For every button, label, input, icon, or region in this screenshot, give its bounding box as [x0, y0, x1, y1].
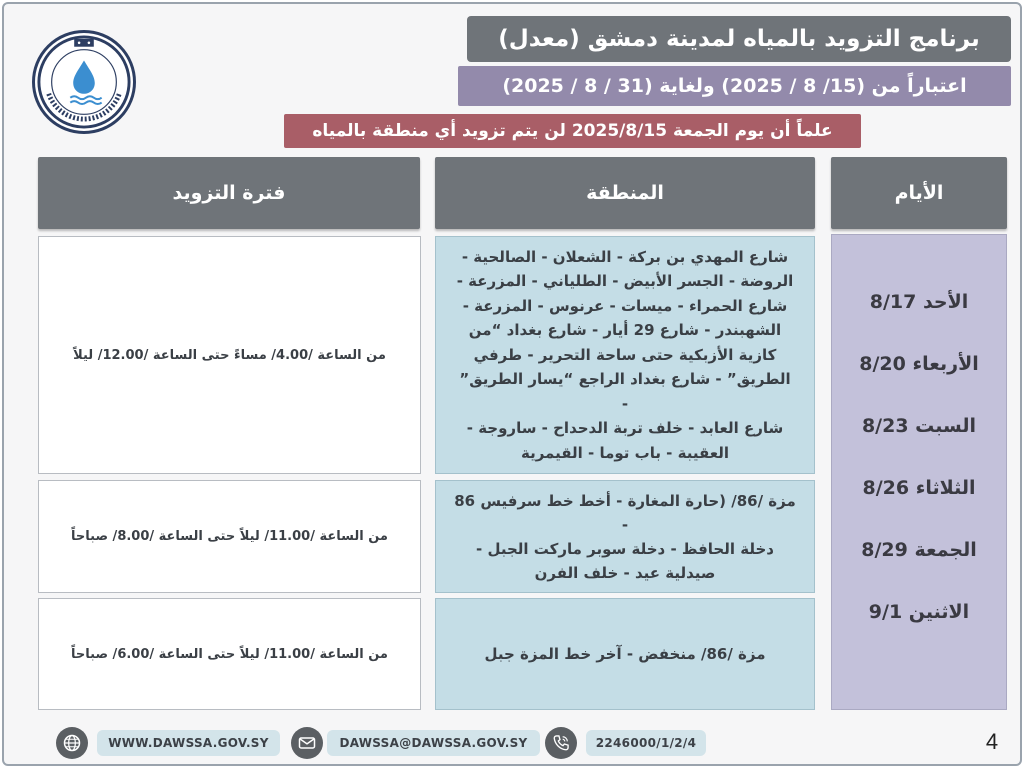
- water-drop-logo-icon: [35, 33, 133, 131]
- email-link[interactable]: DAWSSA@DAWSSA.GOV.SY: [327, 730, 540, 756]
- day-item: الجمعة 8/29: [861, 539, 977, 561]
- day-item: الثلاثاء 8/26: [862, 477, 976, 499]
- region-line: شارع المهدي بن بركة - الشعلان - الصالحية -: [461, 247, 789, 266]
- region-cell-1: [435, 236, 815, 474]
- page-number: 4: [985, 729, 999, 754]
- supply-period-cell-1: من الساعة /4.00/ مساءً حتى الساعة /12.00/ ليلاً: [38, 236, 421, 474]
- column-header-region: المنطقة: [435, 157, 815, 229]
- region-line: دخلة الحافظ - دخلة سوبر ماركت الجبل -: [476, 539, 774, 558]
- region-line: الطريق” - شارع بغداد الراجع “يسار الطريق” -: [459, 370, 791, 413]
- friday-notice-banner: علماً أن يوم الجمعة 2025/8/15 لن يتم تزويد أي منطقة بالمياه: [284, 114, 861, 148]
- organization-logo: [32, 30, 136, 134]
- day-item: الأربعاء 8/20: [859, 353, 979, 375]
- region-line: الشهبندر - شارع 29 أيار - شارع بغداد “من: [468, 321, 782, 340]
- phone-icon: [545, 727, 577, 759]
- page-title: برنامج التزويد بالمياه لمدينة دمشق (معدل): [467, 16, 1011, 62]
- day-item: الاثنين 9/1: [868, 601, 970, 623]
- region-cell-3: [435, 598, 815, 710]
- supply-period-cell-2: من الساعة /11.00/ ليلاً حتى الساعة /8.00/ صباحاً: [38, 480, 421, 593]
- region-line: العقيبة - باب توما - القيمرية: [520, 443, 730, 462]
- day-item: السبت 8/23: [861, 415, 977, 437]
- supply-period-cell-3: من الساعة /11.00/ ليلاً حتى الساعة /6.00/ صباحاً: [38, 598, 421, 710]
- region-line: شارع الحمراء - ميسات - عرنوس - المزرعة -: [462, 296, 788, 315]
- region-line: الروضة - الجسر الأبيض - الطلياني - المزرعة -: [456, 272, 794, 291]
- region-line: مزة /86/ منخفض - آخر خط المزة جبل: [484, 645, 766, 663]
- days-panel: [831, 234, 1007, 710]
- region-line: كازية الأزبكية حتى ساحة التحرير - طرفي: [473, 345, 777, 364]
- column-header-days: الأيام: [831, 157, 1007, 229]
- website-link[interactable]: WWW.DAWSSA.GOV.SY: [97, 730, 280, 756]
- region-line: صيدلية عيد - خلف الفرن: [534, 563, 716, 582]
- day-item: الأحد 8/17: [869, 291, 969, 313]
- region-line: شارع العابد - خلف تربة الدحداح - ساروجة -: [466, 419, 784, 438]
- column-header-supply-period: فترة التزويد: [38, 157, 420, 229]
- globe-icon: [56, 727, 88, 759]
- mail-icon: [291, 727, 323, 759]
- region-cell-2: [435, 480, 815, 593]
- phone-number[interactable]: 2246000/1/2/4: [586, 730, 706, 756]
- date-range-banner: اعتباراً من (15/ 8 / 2025) ولغاية (31 / 8 / 2025): [458, 66, 1011, 106]
- region-line: مزة /86/ (حارة المغارة - أخط خط سرفيس 86 -: [454, 491, 796, 534]
